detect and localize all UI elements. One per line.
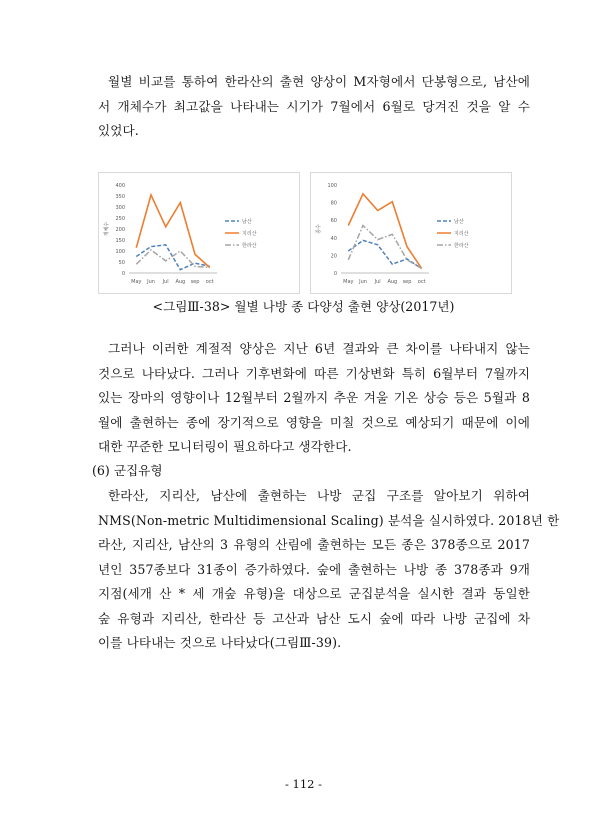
- figure-caption: <그림Ⅲ-38> 월별 나방 종 다양성 출현 양상(2017년): [152, 299, 455, 314]
- x-tick-label: Jul: [162, 279, 169, 285]
- x-tick-label: Aug: [175, 279, 186, 285]
- text-line: 숲 유형과 지리산, 한라산 등 고산과 남산 도시 숲에 따라 나방 군집에 차: [98, 610, 530, 626]
- y-axis-label: 종수: [316, 224, 322, 234]
- legend-label: 남산: [242, 219, 252, 225]
- figure-monthly-moth-charts: [98, 172, 512, 294]
- x-tick-label: oct: [205, 279, 214, 285]
- y-tick-label: 0: [121, 271, 125, 277]
- y-tick-label: 50: [118, 260, 125, 266]
- legend-label: 한라산: [454, 243, 469, 249]
- y-tick-label: 40: [330, 235, 337, 242]
- x-tick-label: May: [131, 279, 142, 285]
- x-tick-label: sep: [190, 279, 200, 285]
- text-line: 월별 비교를 통하여 한라산의 출현 양상이 M자형에서 단봉형으로, 남산에: [108, 74, 530, 89]
- y-tick-label: 200: [115, 227, 125, 233]
- chart-species-svg: [311, 173, 511, 293]
- text-line: 그러나 이러한 계절적 양상은 지난 6년 결과와 큰 차이를 나타내지 않는: [108, 341, 530, 356]
- legend-label: 지리산: [454, 231, 469, 237]
- y-tick-label: 0: [333, 271, 337, 277]
- y-tick-label: 80: [330, 200, 337, 207]
- x-tick-label: May: [343, 279, 354, 285]
- y-tick-label: 100: [115, 249, 125, 255]
- x-tick-label: sep: [402, 279, 412, 285]
- paragraph-community-type: [98, 484, 560, 656]
- chart-abundance-svg: [99, 173, 299, 293]
- y-tick-label: 300: [115, 205, 125, 211]
- y-tick-label: 20: [330, 253, 337, 260]
- text-line: 이를 나타내는 것으로 나타났다(그림Ⅲ-39).: [98, 635, 342, 650]
- text-line: 서 개체수가 최고값을 나타내는 시기가 7월에서 6월로 당겨진 것을 알 수: [98, 98, 530, 114]
- text-line: 년인 357종보다 31종이 증가하였다. 숲에 출현하는 나방 종 378종과 9개: [98, 561, 530, 577]
- series-line-0: [348, 240, 421, 268]
- y-tick-label: 60: [330, 218, 337, 225]
- paragraph-seasonal-pattern: [98, 337, 530, 460]
- section-heading: (6) 군집유형: [92, 463, 163, 478]
- y-tick-label: 100: [327, 183, 337, 189]
- legend-label: 지리산: [242, 231, 257, 237]
- text-line: 것으로 나타났다. 그러나 기후변화에 따른 기상변화 특히 6월부터 7월까지: [98, 365, 530, 381]
- text-line: 있는 장마의 영향이나 12월부터 2월까지 추운 겨울 기온 상승 등은 5월과 8: [98, 390, 530, 405]
- text-line: 월에 출현하는 종에 장기적으로 영향을 미칠 것으로 예상되기 때문에 이에: [98, 414, 530, 430]
- y-tick-label: 350: [115, 194, 125, 200]
- y-axis-label: 개체수: [104, 221, 110, 237]
- y-tick-label: 250: [115, 216, 125, 222]
- text-line: 한라산, 지리산, 남산에 출현하는 나방 군집 구조를 알아보기 위하여: [108, 488, 530, 503]
- x-tick-label: oct: [417, 279, 426, 285]
- x-tick-label: Aug: [387, 279, 398, 285]
- text-line: 대한 꾸준한 모니터링이 필요하다고 생각한다.: [98, 439, 352, 454]
- y-tick-label: 150: [115, 238, 125, 244]
- text-line: NMS(Non-metric Multidimensional Scaling) 분석을 실시하였다. 2018년 한: [98, 512, 560, 528]
- x-tick-label: Jun: [359, 279, 367, 285]
- text-line: 라산, 지리산, 남산의 3 유형의 산림에 출현하는 모든 종은 378종으로 2017: [98, 537, 530, 552]
- series-line-2: [348, 226, 421, 269]
- text-line: 있었다.: [98, 123, 139, 138]
- x-tick-label: Jun: [147, 279, 155, 285]
- legend-label: 한라산: [242, 243, 257, 249]
- paragraph-monthly-comparison: [98, 70, 530, 144]
- legend-label: 남산: [454, 219, 464, 225]
- series-line-1: [348, 194, 421, 269]
- chart-species-richness: [310, 172, 512, 294]
- page-number: - 112 -: [284, 777, 323, 791]
- text-line: 지점(세개 산 * 세 개숲 유형)을 대상으로 군집분석을 실시한 결과 동일한: [98, 586, 530, 601]
- chart-abundance: [98, 172, 300, 294]
- y-tick-label: 400: [115, 183, 125, 189]
- x-tick-label: Jul: [374, 279, 381, 285]
